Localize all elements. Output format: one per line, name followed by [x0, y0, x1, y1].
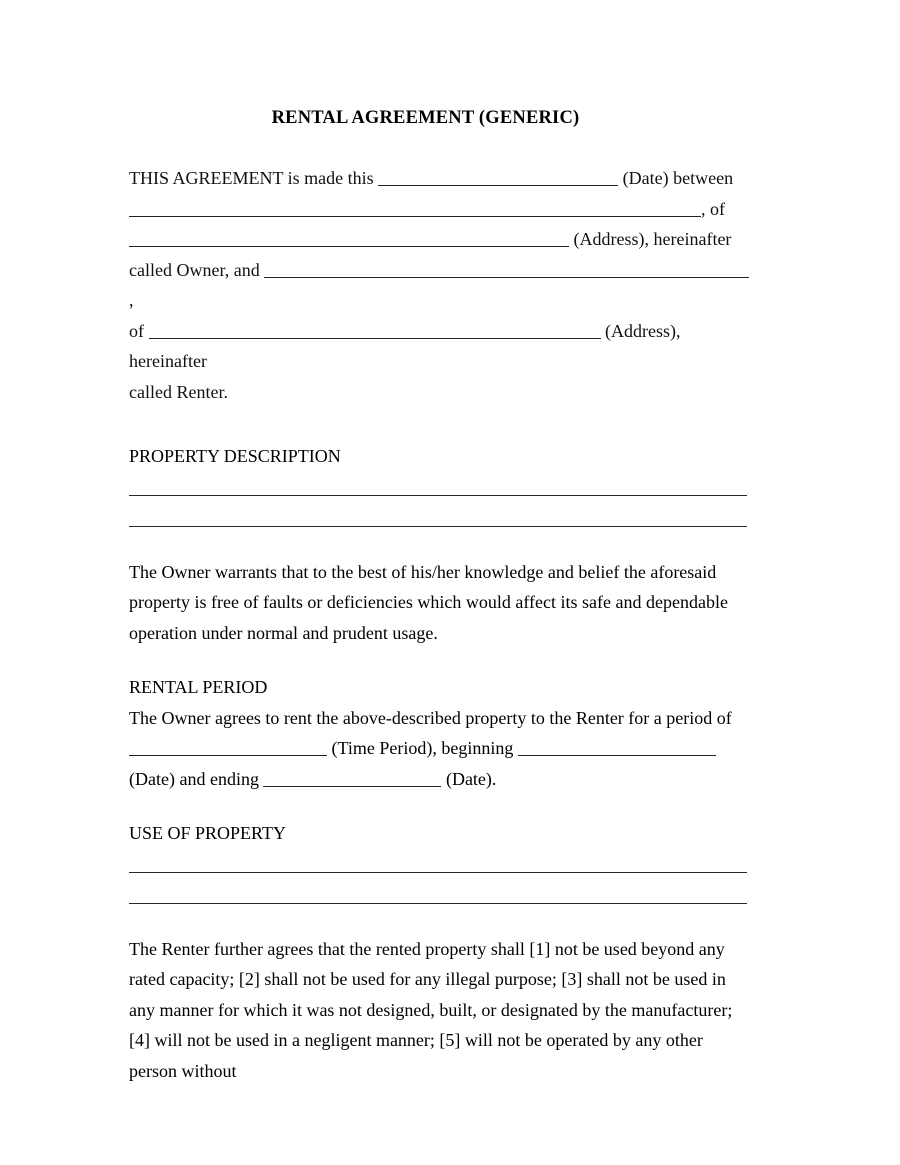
blank-rule [129, 903, 747, 904]
gap-before-use-of-property [129, 794, 750, 818]
intro-line-2-post: , of [701, 198, 725, 219]
rental-period-line-3-pre: (Date) and ending [129, 768, 259, 789]
intro-line-6: called Renter. [129, 381, 228, 402]
page-title: RENTAL AGREEMENT (GENERIC) [271, 108, 580, 128]
rental-period-line-2-mid: (Time Period), beginning [331, 738, 514, 758]
renter-name-blank[interactable] [264, 261, 749, 278]
section-heading-rental-period: RENTAL PERIOD [129, 677, 268, 697]
owner-address-blank[interactable] [129, 230, 569, 247]
property-warranty-paragraph: The Owner warrants that to the best of his/her knowledge and belief the aforesaid property is free of faults or deficiencies which would affect its safe and dependable operation under normal and prudent usage. [129, 561, 728, 643]
intro-line-1 [129, 163, 750, 194]
gap-before-rental-period [129, 648, 750, 672]
date-blank[interactable] [378, 169, 618, 186]
section-heading-use-of-property: USE OF PROPERTY [129, 823, 286, 843]
intro-line-3 [129, 224, 750, 255]
blank-rule [129, 495, 747, 496]
rental-period-line-1: The Owner agrees to rent the above-described property to the Renter for a period of [129, 707, 732, 728]
renter-address-blank[interactable] [149, 322, 601, 339]
time-period-blank[interactable] [129, 739, 327, 756]
intro-line-1-post: (Date) between [622, 168, 734, 188]
intro-line-5 [129, 316, 750, 377]
rental-period-line-3 [129, 764, 750, 795]
section-heading-property-description: PROPERTY DESCRIPTION [129, 446, 341, 466]
intro-line-4-pre: called Owner, and [129, 259, 260, 280]
gap-before-property-description [129, 407, 750, 441]
intro-line-1-pre: THIS AGREEMENT is made this [129, 168, 374, 188]
blank-rule [129, 526, 747, 527]
property-description-blank-row-2[interactable] [129, 502, 750, 533]
owner-name-blank[interactable] [129, 200, 701, 217]
intro-line-5-pre: of [129, 320, 144, 341]
rental-period-line-3-post: (Date). [445, 768, 497, 789]
use-of-property-blank-row-1[interactable] [129, 849, 750, 880]
intro-line-3-post: (Address), hereinafter [573, 229, 732, 249]
use-of-property-blank-row-2[interactable] [129, 879, 750, 910]
intro-line-2 [129, 194, 750, 225]
end-date-blank[interactable] [263, 770, 441, 787]
intro-line-5-post: (Address), hereinafter [129, 320, 681, 371]
property-description-blank-row-1[interactable] [129, 472, 750, 503]
gap-after-property-description-blanks [129, 533, 750, 557]
gap-after-use-of-property-blanks [129, 910, 750, 934]
blank-rule [129, 872, 747, 873]
begin-date-blank[interactable] [518, 739, 716, 756]
intro-line-4 [129, 255, 750, 316]
intro-block [129, 163, 750, 407]
title-gap [129, 129, 750, 163]
use-restrictions-paragraph: The Renter further agrees that the rented property shall [1] not be used beyond any rated capacity; [2] shall not be used for any illegal purpose; [3] shall not be used in any manner for which it was not designed, built, or designated by the manufacturer; [4] will not be used in a negligent manner; [5] will not be operated by any other person without [129, 938, 733, 1081]
intro-line-4-post: , [129, 290, 134, 310]
rental-period-line-2 [129, 733, 750, 764]
